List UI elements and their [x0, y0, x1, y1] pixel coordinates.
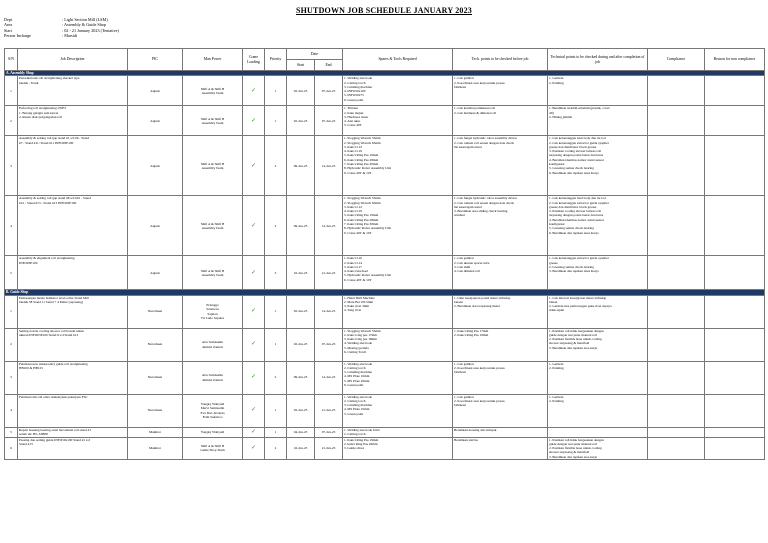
cell-sn: 3 [5, 361, 18, 394]
cell-start: 04-Jan-23 [287, 427, 315, 437]
cell-job: Fabrikasi ulk roll arbor mekanykan pekerjaan FSC [18, 394, 128, 427]
document-meta [4, 17, 119, 39]
cell-end: 07-Jan-23 [315, 106, 343, 136]
cell-end: 21-Jan-23 [315, 256, 343, 290]
cell-sn: 5 [5, 427, 18, 437]
table-row [5, 256, 765, 290]
cell-job: Pemasangan mesin indikator level roller Stand Mill landak 58 Stand 11 Stand + 4 Meter (repasang) [18, 295, 128, 328]
cell-spares: 1. Hand Drill Machine 2. Mata Bor Ø3.5mm 3. Paku rivet 3mm 4. Tang rivet [343, 295, 453, 328]
cell-priority: 1 [265, 328, 287, 361]
section-label: B. Guide Shop [5, 290, 765, 295]
header-tech-during: Technical points to be checked during and after completion of job [548, 49, 648, 71]
cell-manpower: Shift A & Shift B Assembly Team [183, 136, 243, 196]
crane-check-icon: ✓ [243, 427, 265, 437]
cell-tech-during: 1. Cek kelonanggan baut body dan tie rod 2. Cek kelonanggan extractor guide syaplier grease dan distributor block grease 3. Pastikan cooling shower bebeas roll terpasang dengan posisi benar dan lurus 4. Bersihan identitas nomor stand sesuai konfigurasi 5. Greasing semua check bearing 6. Bersihkan dan rapikan Area Kerja [548, 136, 648, 196]
crane-check-icon: ✓ [243, 328, 265, 361]
cell-pic: Anjum [128, 76, 183, 106]
cell-sn: 4 [5, 394, 18, 427]
cell-end: 21-Jan-23 [315, 394, 343, 427]
cell-sn: 6 [5, 437, 18, 459]
crane-check-icon: ✓ [243, 295, 265, 328]
cell-compliance [648, 295, 705, 328]
table-row [5, 76, 765, 106]
meta-value: : Assembly & Guide Shop [62, 22, 106, 28]
cell-spares: 1. Welding electrode 2. Cutting torch 3. Grinding machine 4. INFO50x100 5. INFO50x75 6. Green paint [343, 76, 453, 106]
meta-key: Person Incharge [4, 33, 32, 39]
cell-sn: 5 [5, 256, 18, 290]
cell-start: 02-Jan-23 [287, 394, 315, 427]
cell-end: 14-Jan-23 [315, 196, 343, 256]
cell-priority: 1 [265, 427, 287, 437]
header-job: Job Description [18, 49, 128, 71]
cell-manpower: Aris Samisudin Ahmad Zainuri [183, 361, 243, 394]
cell-manpower: Shift A & Shift B Guide Shop Team [183, 437, 243, 459]
cell-compliance [648, 361, 705, 394]
cell-tech-before: 1. Cek fungsi hydraulic robot assembly device 2. Cek roment roll sesuai dengan data check list keseragam stand 3. Bersihkan area sliding check bearing residual [453, 196, 548, 256]
cell-sn: 3 [5, 136, 18, 196]
header-manpower: Man Power [183, 49, 243, 71]
cell-tech-during: 1. Gerinda 2. Painting [548, 76, 648, 106]
cell-tech-before: 1. Cek gambar 2. Koordinasi area kerja untuk proses fabrikasi [453, 394, 548, 427]
header-pic: PIC [128, 49, 183, 71]
crane-check-icon: ✓ [243, 136, 265, 196]
cell-pic: Anjum [128, 256, 183, 290]
cell-job: Assembly & setting roll gap stand #8 s/d #10 - Stand #12 - Stand #13 - Stand #13 INFO03E100 [18, 196, 128, 256]
meta-value: : 02 - 21 January 2023 (Tentative) [62, 27, 119, 33]
cell-start: 02-Jan-23 [287, 295, 315, 328]
meta-key: Start [4, 27, 12, 33]
table-row [5, 361, 765, 394]
cell-manpower: Yongky Wahyudi Marvi Samisudin Eva Dwi Juvanda Erlin Sukalroo [183, 394, 243, 427]
cell-reason [705, 328, 765, 361]
cell-manpower: Shift A & Shift B Assembly Team [183, 256, 243, 290]
cell-manpower: Shift A & Shift B Assembly Team [183, 76, 243, 106]
cell-end: 14-Jan-23 [315, 361, 343, 394]
cell-tech-during: 1. Gerinda 2. Painting [548, 394, 648, 427]
cell-pic: Nurcahsen [128, 394, 183, 427]
meta-row-pic [4, 33, 119, 38]
meta-value: : Light Section Mill (LSM) [62, 17, 108, 22]
meta-key: Area [4, 22, 13, 28]
cell-end: 07-Jan-23 [315, 76, 343, 106]
cell-spares: 1. Slogging Wrench 55mm 2. Slogging Wrench 65mm 3. Kunci L12 4. Kunci L19 5. Kunci Ring Pas 19mm 6. Kunci Ring Pas 28mm 7. Kunci Ring Pas 30mm 8. Hydraulic Robot Assembly Unit 9. Crane 40T & 10T [343, 196, 453, 256]
cell-spares: 1. Slogging Wrench 55mm 2. Slogging Wrench 65mm 3. Kunci L12 4. Kunci L19 5. Kunci Ring Pas 19mm 6. Kunci Ring Pas 28mm 7. Kunci Ring Pas 30mm 8. Hydraulic Robot Assembly Unit 9. Crane 40T & 10T [343, 136, 453, 196]
cell-end: 14-Jan-23 [315, 136, 343, 196]
cell-spares: 1. Welding electrode 2. Cutting torch 3. Grinding machine 4. MS Plate 10mm 5. MS Plate 20mm 6. Green paint [343, 361, 453, 394]
cell-reason [705, 76, 765, 106]
cell-compliance [648, 328, 705, 361]
cell-pic: Nurcahsen [128, 328, 183, 361]
table-row [5, 136, 765, 196]
cell-reason [705, 394, 765, 427]
cell-reason [705, 136, 765, 196]
cell-reason [705, 427, 765, 437]
cell-spares: 1. Welding electrode 2. Cutting torch 3. Grinding machine 4. MS Plate 25mm 5. Green paint [343, 394, 453, 427]
header-crane: Crane Loading [243, 49, 265, 71]
cell-reason [705, 437, 765, 459]
cell-tech-before: 1. Kunci Ring Pas 17mm 2. Kunci Ring Pas 19mm [453, 328, 548, 361]
header-reason: Reason for non compliance [705, 49, 765, 71]
cell-compliance [648, 76, 705, 106]
cell-job: Fabrikasi new intake/entry guide roll straightening HB100 & HB125 [18, 361, 128, 394]
cell-job: Assembly & setting roll gap stand #1 s/d #6 - Stand #7 - Stand #11: Stand #11 INFO03E100 [18, 136, 128, 196]
cell-end: 07-Jan-23 [315, 427, 343, 437]
cell-tech-before: 1. Cek fungsi hydraulic robot assembly device 2. Cek roment roll sesuai dengan data check list keseragam stand [453, 136, 548, 196]
cell-priority: 1 [265, 106, 287, 136]
crane-check-icon: ✓ [243, 76, 265, 106]
header-spares: Spares & Tools Required [343, 49, 453, 71]
cell-start: 09-Jan-23 [287, 196, 315, 256]
meta-key: Dept [4, 17, 13, 22]
cell-end: 07-Jan-23 [315, 328, 343, 361]
table-row [5, 394, 765, 427]
cell-spares: 1. Kunci L10 2. Kunci L14 3. Kunci L17 4. Kunci inschoel 5. Hydraulic Robot Assembly Unit 6. Crane 40T & 10T [343, 256, 453, 290]
cell-priority: 2 [265, 196, 287, 256]
cell-job: Passing dan setting guide INFO50x100 Stand #1 s/d Stand #13 [18, 437, 128, 459]
crane-check-icon: ✓ [243, 256, 265, 290]
cell-tech-during: 1. Cek kelonanggan extractor guide syaplier grease 2. Greasing semua check bearing 3. Bersihkan dan rapikan Area Kerja [548, 256, 648, 290]
schedule-table [4, 48, 765, 460]
header-compliance: Compliance [648, 49, 705, 71]
schedule-body [5, 71, 765, 460]
cell-priority: 2 [265, 361, 287, 394]
cell-pic: Anjum [128, 136, 183, 196]
section-label: A. Assembly Shop [5, 71, 765, 76]
cell-priority: 3 [265, 256, 287, 290]
cell-tech-before: 1. Cek gambar 2. Koordinasi area kerja untuk proses fabrikasi [453, 361, 548, 394]
cell-spares: 1. Slogging Wrench 55mm 2. Kunci ring pas 17mm 3. Kunci ring pas 18mm 4. Welding electrode 5. Mesing gerinda 6. Cutting Torch [343, 328, 453, 361]
table-row [5, 106, 765, 136]
cell-start: 09-Jan-23 [287, 136, 315, 196]
cell-tech-during: 1. Pastikan roll tidak bergesekan dengan guide dengan test putar manual roll 2. Pastikan flexible hose untuk cooling shower terpasang & manifold 3. Bersihkan dan rapikan area kerja [548, 437, 648, 459]
cell-tech-during: 1. Cek interval kesejajaran meter terhadap laluan 2. Gerinda sisa pemotongan paku rivet supaya tidak tajam [548, 295, 648, 328]
cell-start: 16-Jan-23 [287, 256, 315, 290]
cell-start: 09-Jan-23 [287, 361, 315, 394]
header-tech-before: Tech. points to be checked before job [453, 49, 548, 71]
cell-tech-during: 1. Pastikan roll tidak bergesekan dengan guide dengan test putar manual roll 2. Pastikan flexible hose untuk cooling shower terpasang & manifold 3. Bersihkan dan rapikan area kerja [548, 328, 648, 361]
cell-end: 14-Jan-23 [315, 295, 343, 328]
cell-priority: 1 [265, 76, 287, 106]
cell-job: Enforcing roll straightening UNF3 1. Barang gelagin asin kawat 2. Rusan drak penyanganan roll [18, 106, 128, 136]
cell-reason [705, 106, 765, 136]
cell-reason [705, 196, 765, 256]
cell-compliance [648, 196, 705, 256]
cell-sn: 2 [5, 106, 18, 136]
cell-compliance [648, 437, 705, 459]
cell-tech-before: Bersihkan sisi/las [453, 437, 548, 459]
cell-tech-during: 1. Gerinda 2. Painting [548, 361, 648, 394]
cell-job: Repair housing bearing axial movement roll stand #1 setiab ulr. HL-32B08 [18, 427, 128, 437]
cell-tech-before: 1. Ukur kesejajaran posisi meter terhadap lanaan 2. Bersihkan area terpasang meter [453, 295, 548, 328]
cell-tech-before: 1. Cek kondisi permukaan roll 2. Cek hardness & dimensi roll [453, 106, 548, 136]
cell-reason [705, 256, 765, 290]
cell-manpower: Yongky Wahyudi [183, 427, 243, 437]
cell-sn: 2 [5, 328, 18, 361]
cell-compliance [648, 256, 705, 290]
cell-pic: Nurcahsen [128, 361, 183, 394]
cell-job: Assembly & alignment roll straightening INFO03E100 [18, 256, 128, 290]
header-row [5, 49, 765, 60]
cell-tech-during [548, 427, 648, 437]
cell-pic: Mukhtar [128, 437, 183, 459]
cell-spares: 1. Welding electrode Um2 2. Cutting torch [343, 427, 453, 437]
cell-priority: 2 [265, 437, 287, 459]
crane-check-icon: ✓ [243, 106, 265, 136]
cell-tech-before: Bersihkan housing dari minyak [453, 427, 548, 437]
cell-compliance [648, 427, 705, 437]
cell-start: 16-Jan-23 [287, 437, 315, 459]
cell-manpower: Shift A & Shift B Assembly Team [183, 196, 243, 256]
header-end: End [315, 60, 343, 71]
cell-compliance [648, 106, 705, 136]
cell-tech-during: 1. Cek kelonanggan baut body dan tie rod 2. Cek kelonanggan extractor guide syaplier grease dan distributor block grease 3. Pastikan cooling shower bebeas roll terpasang dengan posisi benar dan lurus 4. Bersihan identitas nomor stand sesuai konfigurasi 5. Greasing semua check bearing 6. Bersihkan dan rapikan Area Kerja [548, 196, 648, 256]
cell-start: 02-Jan-23 [287, 328, 315, 361]
cell-spares: 1. Thinner 2. Kain majun 3. Hardness tester 4. Alat ukur 5. Crane 40T [343, 106, 453, 136]
cell-sn: 4 [5, 196, 18, 256]
header-sn: S/N [5, 49, 18, 71]
table-row [5, 328, 765, 361]
cell-sn: 1 [5, 76, 18, 106]
cell-priority: 2 [265, 136, 287, 196]
crane-check-icon: ✓ [243, 361, 265, 394]
header-priority: Priority [265, 49, 287, 71]
cell-compliance [648, 394, 705, 427]
cell-sn: 1 [5, 295, 18, 328]
cell-pic: Nurcahsen [128, 295, 183, 328]
cell-job: Setting nozzle cooling shower roll bawah untuk ukuran INFO03E100 Stand 9 s/d Stand #13 [18, 328, 128, 361]
crane-check-icon: ✓ [243, 437, 265, 459]
cell-priority: 1 [265, 394, 287, 427]
cell-reason [705, 361, 765, 394]
cell-pic: Anjum [128, 196, 183, 256]
cell-spares: 1. Kunci Ring Pas 19mm 2. kunci Ring Pas 26mm 3. Guide slices [343, 437, 453, 459]
crane-check-icon: ✓ [243, 196, 265, 256]
table-row [5, 427, 765, 437]
cell-start: 02-Jan-23 [287, 76, 315, 106]
cell-job: Penarikan ulk roll straightening shackel type landak - 8 unk [18, 76, 128, 106]
cell-start: 02-Jan-23 [287, 106, 315, 136]
cell-manpower: Shift A & Shift B Assembly Team [183, 106, 243, 136]
cell-pic: Mukhtar [128, 427, 183, 437]
cell-manpower: Erlangga Setiawan Saptian Tri Ludo Saputra [183, 295, 243, 328]
cell-end: 21-Jan-23 [315, 437, 343, 459]
cell-tech-before: 1. Cek gambar 2. Koordinasi area kerja untuk proses fabrikasi [453, 76, 548, 106]
document-title: SHUTDOWN JOB SCHEDULE JANUARY 2023 [295, 6, 473, 15]
table-row [5, 295, 765, 328]
header-start: Start [287, 60, 315, 71]
crane-check-icon: ✓ [243, 394, 265, 427]
cell-compliance [648, 136, 705, 196]
cell-pic: Anjum [128, 106, 183, 136]
header-date: Date [287, 49, 343, 60]
cell-tech-before: 1. Cek gambar 2. Cek ukuran spacer tube 3. Cek shim 4. Cek dimensi roll [453, 256, 548, 290]
meta-value: : Marsidi [62, 33, 78, 39]
table-row [5, 196, 765, 256]
cell-reason [705, 295, 765, 328]
cell-priority: 1 [265, 295, 287, 328]
cell-manpower: Aris Samisudin Ahmad Zainuri [183, 328, 243, 361]
table-row [5, 437, 765, 459]
cell-tech-during: 1. Bersihkan terlebih sebelum (plastik, cover dll) 2. Hitung jumlah [548, 106, 648, 136]
